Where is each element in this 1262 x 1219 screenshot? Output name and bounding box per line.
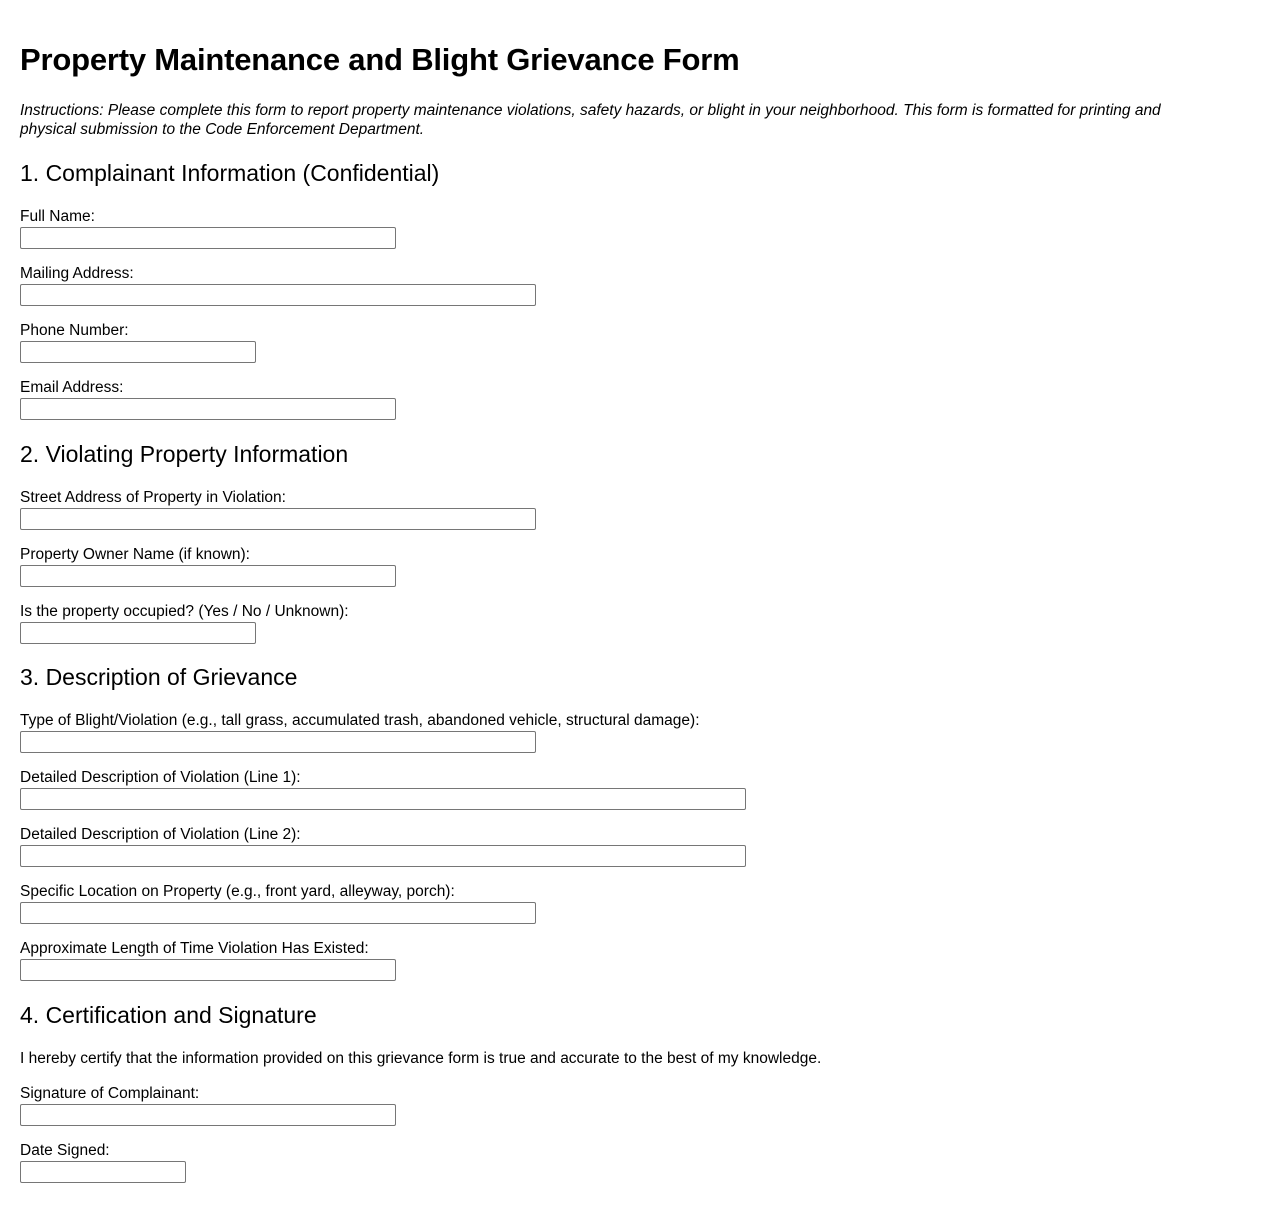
mailing-address-label: Mailing Address:: [20, 265, 134, 282]
section-heading-grievance: 3. Description of Grievance: [20, 664, 298, 690]
email-address-label: Email Address:: [20, 379, 124, 396]
signature-label: Signature of Complainant:: [20, 1085, 200, 1102]
violation-duration-label: Approximate Length of Time Violation Has Existed:: [20, 940, 369, 957]
full-name-input[interactable]: [20, 227, 396, 249]
property-address-input[interactable]: [20, 508, 536, 530]
form-instructions: Instructions: Please complete this form to report property maintenance violations, safety hazards, or blight in your neighborhood. This form is formatted for printing and physical submission to the Code Enforcement Department.: [20, 102, 1161, 138]
violation-duration-input[interactable]: [20, 959, 396, 981]
section-heading-complainant: 1. Complainant Information (Confidential): [20, 160, 440, 186]
property-address-label: Street Address of Property in Violation:: [20, 489, 286, 506]
violation-type-input[interactable]: [20, 731, 536, 753]
property-occupied-label: Is the property occupied? (Yes / No / Unknown):: [20, 603, 349, 620]
property-occupied-input[interactable]: [20, 622, 256, 644]
section-heading-certification: 4. Certification and Signature: [20, 1002, 317, 1028]
specific-location-label: Specific Location on Property (e.g., front yard, alleyway, porch):: [20, 883, 455, 900]
form-title: Property Maintenance and Blight Grievance Form: [20, 42, 740, 77]
certification-statement: I hereby certify that the information provided on this grievance form is true and accurate to the best of my knowledge.: [20, 1050, 822, 1067]
mailing-address-input[interactable]: [20, 284, 536, 306]
property-owner-input[interactable]: [20, 565, 396, 587]
description-line1-label: Detailed Description of Violation (Line 1):: [20, 769, 301, 786]
phone-number-input[interactable]: [20, 341, 256, 363]
description-line2-input[interactable]: [20, 845, 746, 867]
signature-input[interactable]: [20, 1104, 396, 1126]
full-name-label: Full Name:: [20, 208, 95, 225]
violation-type-label: Type of Blight/Violation (e.g., tall grass, accumulated trash, abandoned vehicle, structural damage):: [20, 712, 700, 729]
description-line2-label: Detailed Description of Violation (Line 2):: [20, 826, 301, 843]
date-signed-label: Date Signed:: [20, 1142, 110, 1159]
description-line1-input[interactable]: [20, 788, 746, 810]
section-heading-property: 2. Violating Property Information: [20, 441, 349, 467]
date-signed-input[interactable]: [20, 1161, 186, 1183]
specific-location-input[interactable]: [20, 902, 536, 924]
phone-number-label: Phone Number:: [20, 322, 129, 339]
property-owner-label: Property Owner Name (if known):: [20, 546, 250, 563]
email-address-input[interactable]: [20, 398, 396, 420]
